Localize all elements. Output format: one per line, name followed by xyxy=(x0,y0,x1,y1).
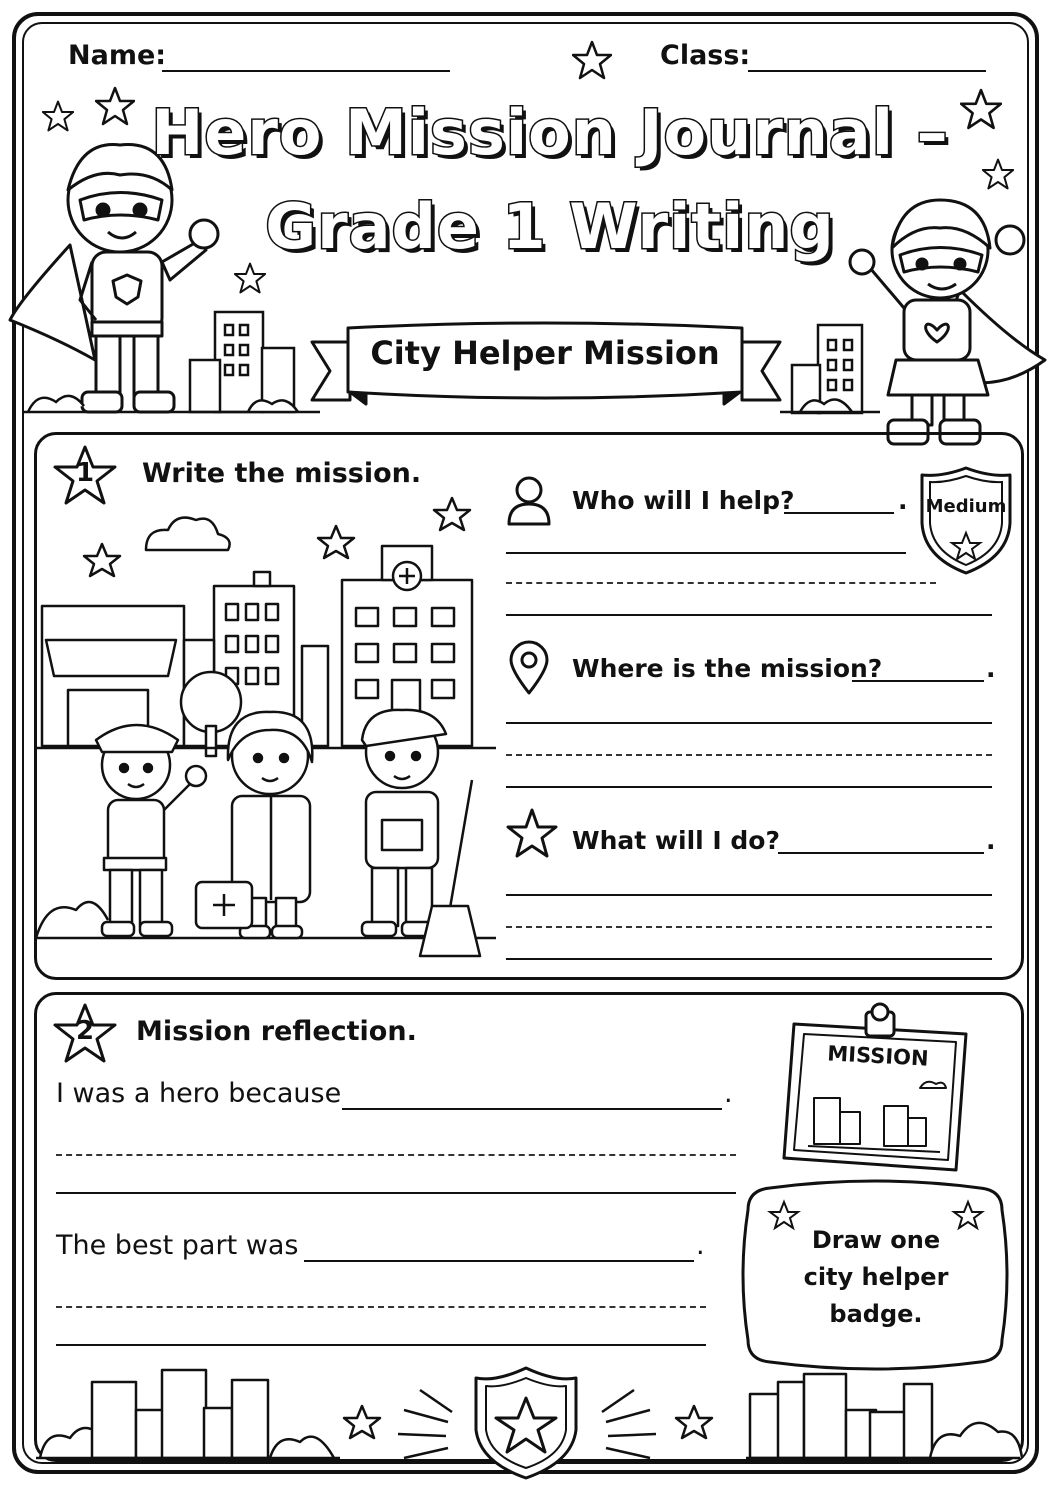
answer-where-inline[interactable] xyxy=(852,680,984,682)
answer-best-guide xyxy=(56,1306,706,1308)
answer-what-guide xyxy=(506,926,992,928)
answer-where-line-1[interactable] xyxy=(506,722,992,724)
section-1-heading: Write the mission. xyxy=(142,458,422,489)
draw-badge-instructions xyxy=(786,1222,966,1333)
banner-text: City Helper Mission xyxy=(370,334,720,372)
answer-who-line-1[interactable] xyxy=(506,552,906,554)
star-icon xyxy=(344,1406,380,1438)
prompt-best-part: The best part was xyxy=(56,1230,299,1261)
class-label: Class: xyxy=(660,40,751,71)
star-icon xyxy=(961,90,1001,128)
star-icon xyxy=(676,1406,712,1438)
answer-where-guide xyxy=(506,754,992,756)
badge-text-line-3: badge. xyxy=(829,1300,923,1328)
question-what-period: . xyxy=(986,826,996,855)
person-icon xyxy=(505,474,553,526)
star-icon xyxy=(235,264,265,293)
prompt-hero-period: . xyxy=(724,1078,733,1109)
question-who-period: . xyxy=(898,486,908,515)
page-title-line-2: Grade 1 Writing xyxy=(265,190,835,263)
mission-card-illustration xyxy=(780,1002,976,1174)
answer-what-line-1[interactable] xyxy=(506,894,992,896)
badge-text-line-1: Draw one xyxy=(811,1226,941,1254)
answer-where-line-2[interactable] xyxy=(506,786,992,788)
answer-what-inline[interactable] xyxy=(778,852,984,854)
answer-what-line-2[interactable] xyxy=(506,958,992,960)
boy-hero-illustration xyxy=(10,145,218,412)
section-2-heading: Mission reflection. xyxy=(136,1016,417,1047)
answer-hero-guide xyxy=(56,1154,736,1156)
answer-who-line-2[interactable] xyxy=(506,614,992,616)
answer-hero-line[interactable] xyxy=(56,1192,736,1194)
question-what: What will I do? xyxy=(572,826,780,855)
star-icon xyxy=(573,42,611,78)
answer-best-line[interactable] xyxy=(56,1344,706,1346)
medium-shield-badge xyxy=(918,465,1014,577)
prompt-best-period: . xyxy=(696,1230,705,1261)
answer-who-inline[interactable] xyxy=(784,512,894,514)
location-pin-icon xyxy=(508,640,550,696)
answer-hero-inline[interactable] xyxy=(342,1108,722,1110)
answer-best-inline[interactable] xyxy=(304,1260,694,1262)
prompt-hero-because: I was a hero because xyxy=(56,1078,342,1109)
star-icon xyxy=(43,102,73,131)
question-where: Where is the mission? xyxy=(572,654,883,683)
section-1-number: 1 xyxy=(75,458,95,488)
badge-text-line-2: city helper xyxy=(803,1263,949,1291)
name-label: Name: xyxy=(68,40,167,71)
star-icon xyxy=(506,808,558,860)
cloud-icon xyxy=(146,518,230,550)
question-where-period: . xyxy=(986,654,996,683)
difficulty-badge-label: Medium xyxy=(925,496,1007,517)
star-icon xyxy=(983,160,1013,189)
mission-card-label: MISSION xyxy=(826,1041,930,1071)
page-title-line-1: Hero Mission Journal – xyxy=(151,96,949,169)
footer-decoration xyxy=(0,1360,1055,1486)
answer-who-guide xyxy=(506,582,936,584)
section-2-number: 2 xyxy=(75,1016,95,1046)
header-skyline-right xyxy=(780,325,880,413)
city-helpers-illustration xyxy=(36,490,496,970)
question-who: Who will I help? xyxy=(572,486,795,515)
star-icon xyxy=(96,88,134,124)
